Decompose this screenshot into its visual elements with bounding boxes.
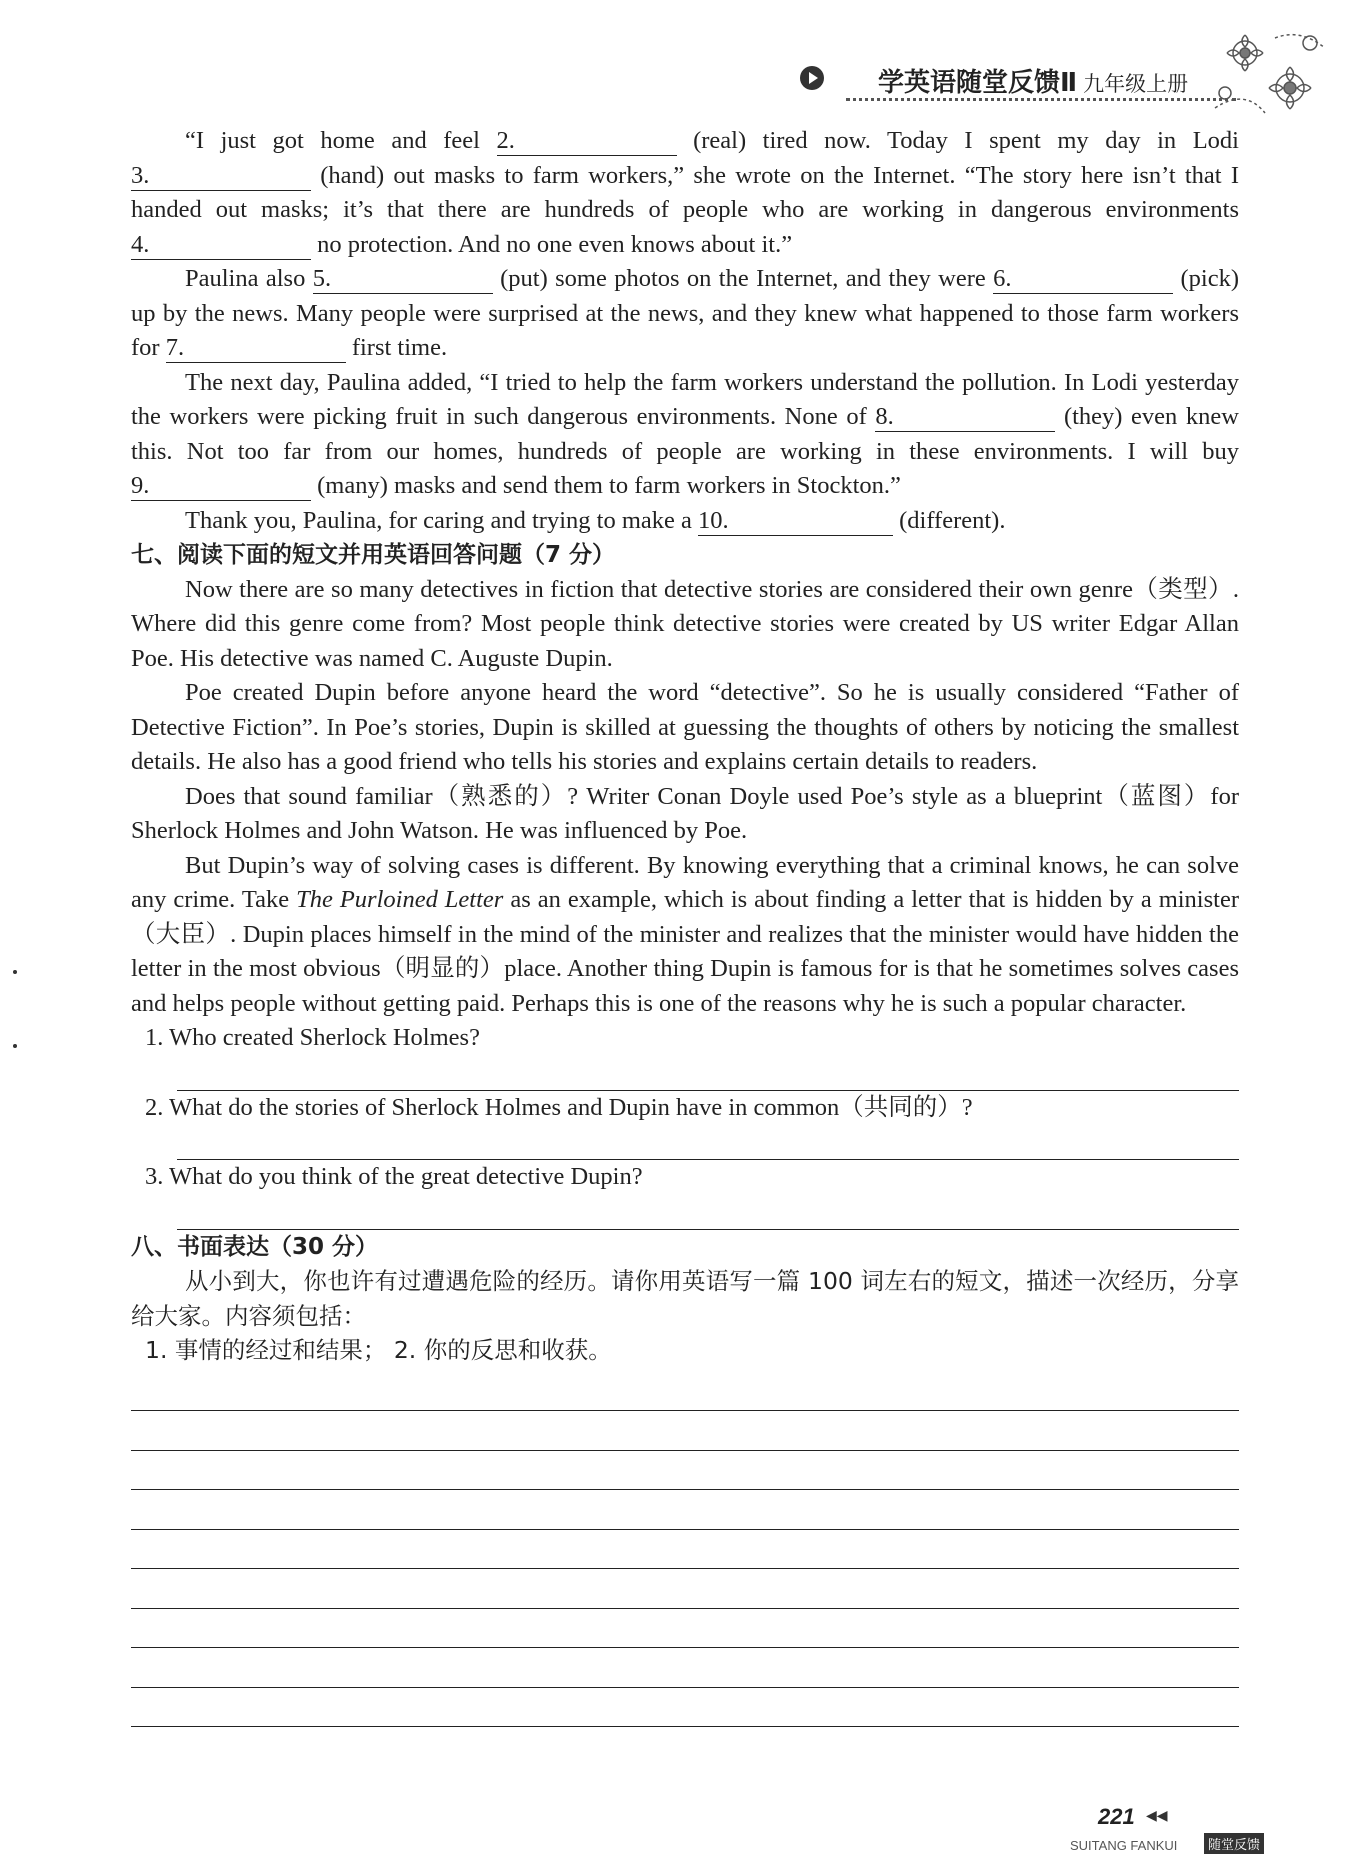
writing-line-1[interactable] xyxy=(131,1372,1239,1412)
blank-9[interactable]: 9. xyxy=(131,472,311,501)
writing-line-8[interactable] xyxy=(131,1648,1239,1688)
answer-line-2[interactable] xyxy=(177,1125,1239,1160)
page-content xyxy=(131,124,1239,1727)
writing-line-5[interactable] xyxy=(131,1530,1239,1570)
section7-paragraph-4: But Dupin’s way of solving cases is different. By knowing everything that a criminal knows, he can solve any crime. Take The Purloined Letter as an example, which is about finding a letter that is hidden by a minister（大臣）. Dupin places himself in the mind of the minister and realizes that the minister would have hidden the letter in the most obvious（明显的）place. Another thing Dupin is famous for is that he sometimes solves cases and helps people without getting paid. Perhaps this is one of the reasons why he is such a popular character. xyxy=(131,851,1239,1017)
footer-brand xyxy=(1070,1836,1275,1854)
section8-heading: 八、书面表达（30 分） xyxy=(131,1233,379,1260)
section7-heading: 七、阅读下面的短文并用英语回答问题（7 分） xyxy=(131,542,616,568)
blank-2[interactable]: 2. xyxy=(497,127,677,156)
footer-brand-cn: 随堂反馈 xyxy=(1204,1833,1264,1854)
blank-7[interactable]: 7. xyxy=(166,334,346,363)
blank-4[interactable]: 4. xyxy=(131,231,311,260)
passage6-paragraph-4: Thank you, Paulina, for caring and trying to make a 10. (different). xyxy=(185,506,1006,534)
writing-line-3[interactable] xyxy=(131,1451,1239,1491)
section8-instructions: 从小到大，你也许有过遭遇危险的经历。请你用英语写一篇 100 词左右的短文，描述一次经历，分享给大家。内容须包括： xyxy=(131,1267,1239,1330)
blank-8[interactable]: 8. xyxy=(875,403,1055,432)
flower-decoration-icon xyxy=(1205,18,1335,128)
writing-line-4[interactable] xyxy=(131,1490,1239,1530)
writing-line-9[interactable] xyxy=(131,1688,1239,1728)
answer-line-3[interactable] xyxy=(177,1195,1239,1230)
question-2: 2. What do the stories of Sherlock Holmes and Dupin have in common（共同的）? xyxy=(145,1093,973,1121)
passage6-paragraph-2: Paulina also 5. (put) some photos on the Internet, and they were 6. (pick) up by the news. Many people were surprised at the news, and they knew what happened to those farm workers for 7. first time. xyxy=(131,265,1239,361)
book-subtitle: 九年级上册 xyxy=(1083,72,1189,96)
section7-paragraph-1: Now there are so many detectives in fiction that detective stories are considered their own genre（类型）. Where did this genre come from? Most people think detective stories were created by US writer Edgar Allan Poe. His detective was named C. Auguste Dupin. xyxy=(131,575,1239,672)
blank-10[interactable]: 10. xyxy=(698,507,893,536)
passage6-paragraph-1: “I just got home and feel 2. (real) tired now. Today I spent my day in Lodi 3. (hand) out masks to farm workers,” she wrote on the Internet. “The story here isn’t that I handed out masks; it’s that there are hundreds of people who are working in dangerous environments 4. no protection. And no one even knows about it.” xyxy=(131,127,1239,258)
margin-dot xyxy=(13,1044,17,1048)
blank-6[interactable]: 6. xyxy=(993,265,1173,294)
passage6-paragraph-3: The next day, Paulina added, “I tried to help the farm workers understand the pollution. In Lodi yesterday the workers were picking fruit in such dangerous environments. None of 8. (they) even knew this. Not too far from our homes, hundreds of people are working in these environments. I will buy 9. (many) masks and send them to farm workers in Stockton.” xyxy=(131,368,1239,499)
page-number: 221 xyxy=(1098,1804,1135,1829)
play-circle-icon xyxy=(800,66,824,90)
question-3: 3. What do you think of the great detective Dupin? xyxy=(145,1163,643,1190)
section7-paragraph-2: Poe created Dupin before anyone heard the word “detective”. So he is usually considered “Father of Detective Fiction”. In Poe’s stories, Dupin is skilled at guessing the thoughts of others by noticing the smallest details. He also has a good friend who tells his stories and explains certain details to readers. xyxy=(131,679,1239,775)
margin-dot xyxy=(13,970,17,974)
blank-3[interactable]: 3. xyxy=(131,162,311,191)
section8-requirements: 1. 事情的经过和结果； 2. 你的反思和收获。 xyxy=(145,1336,612,1364)
section7-paragraph-3: Does that sound familiar（熟悉的）? Writer Conan Doyle used Poe’s style as a blueprint（蓝图）for Sherlock Holmes and John Watson. He was influenced by Poe. xyxy=(131,782,1239,844)
header-divider xyxy=(846,98,1236,101)
double-arrow-left-icon: ◀◀ xyxy=(1146,1809,1168,1824)
story-title: The Purloined Letter xyxy=(296,886,504,913)
book-title: 学英语随堂反馈Ⅱ 九年级上册 xyxy=(878,68,1189,98)
page-header xyxy=(800,60,1240,100)
answer-line-1[interactable] xyxy=(177,1056,1239,1091)
writing-line-6[interactable] xyxy=(131,1569,1239,1609)
blank-5[interactable]: 5. xyxy=(313,265,493,294)
writing-line-2[interactable] xyxy=(131,1411,1239,1451)
writing-line-7[interactable] xyxy=(131,1609,1239,1649)
footer-brand-en: SUITANG FANKUI xyxy=(1070,1838,1178,1853)
question-1: 1. Who created Sherlock Holmes? xyxy=(145,1024,480,1051)
